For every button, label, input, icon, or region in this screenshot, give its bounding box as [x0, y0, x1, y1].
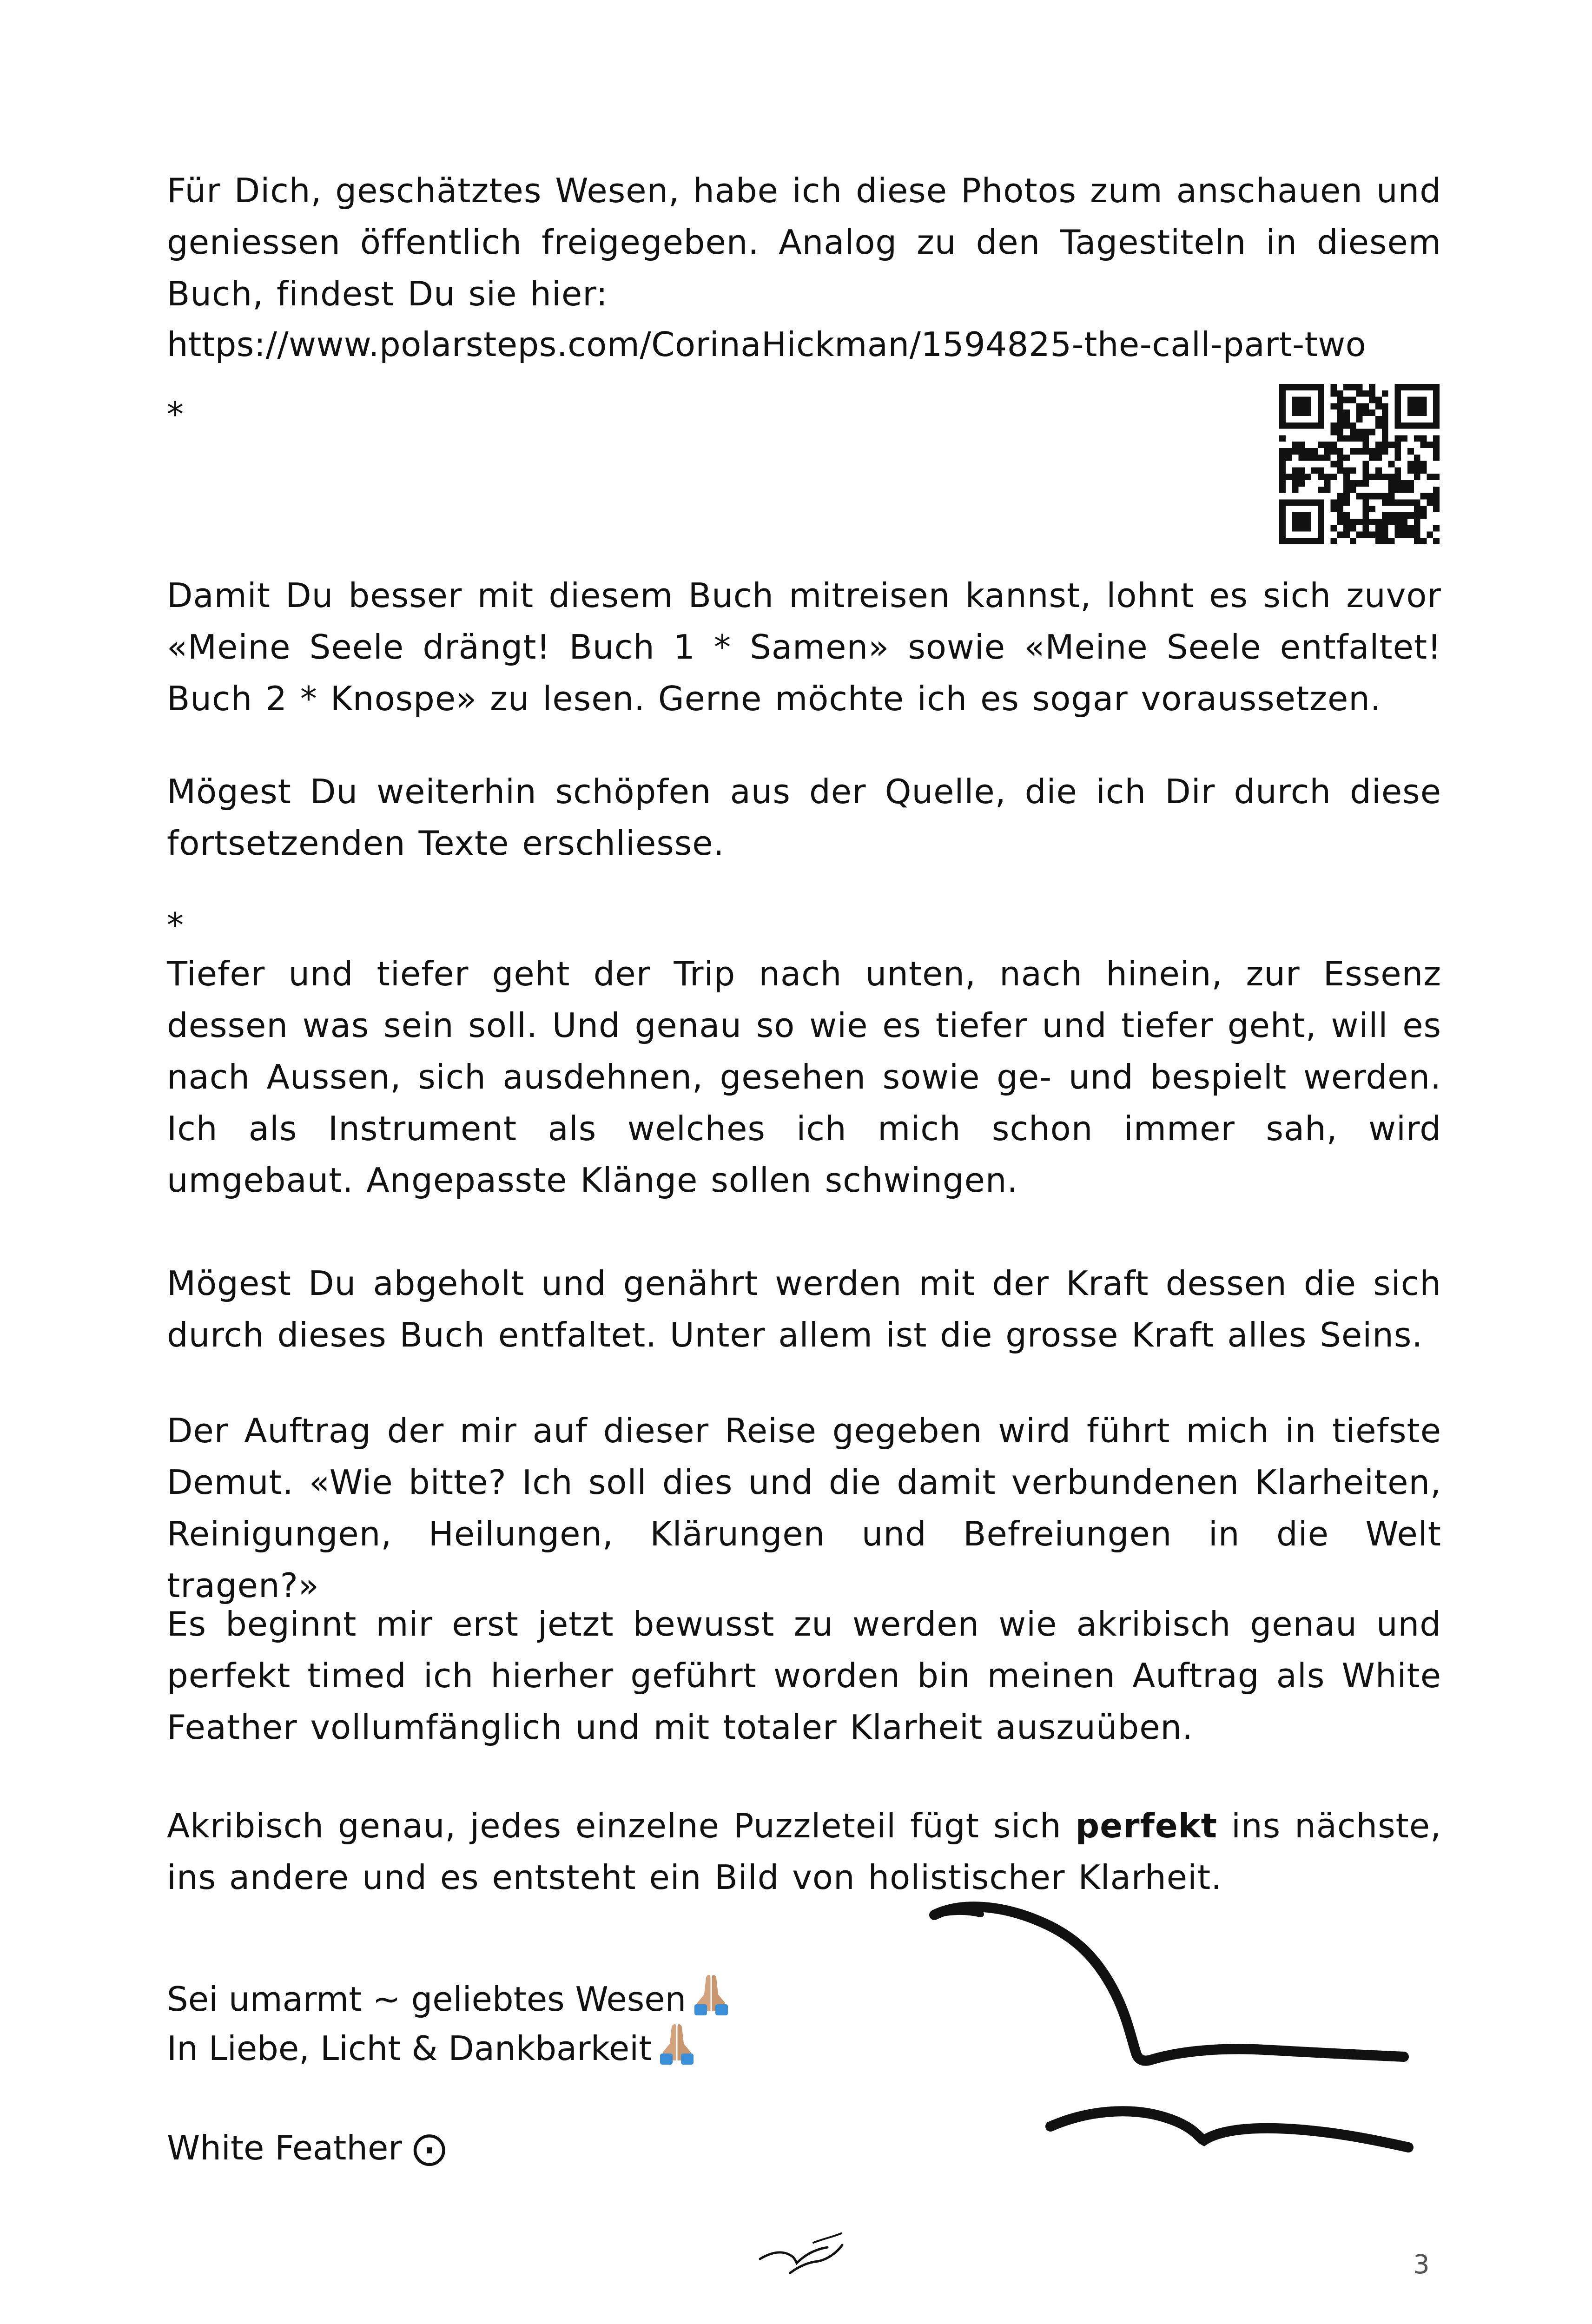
closing-blessing: In Liebe, Licht & Dankbarkeit — [167, 2029, 652, 2068]
separator-asterisk: * — [167, 395, 184, 434]
birds-illustration — [920, 1887, 1436, 2175]
intro-section — [167, 165, 1441, 320]
praying-hands-emoji-icon — [654, 2020, 699, 2065]
separator-asterisk-2: * — [167, 905, 184, 944]
paragraph-7-end: ins nächste, ins andere und es entsteht ein Bild von holistischer Klarheit. — [167, 1806, 1441, 1897]
paragraph-6: Es beginnt mir erst jetzt bewusst zu werden wie akribisch genau und perfekt timed ich hierher geführt worden bin meinen Auftrag als White Feather vollumfänglich und mit totaler Klarheit auszuüben. — [167, 1604, 1441, 1747]
birds-logo-icon — [758, 2229, 846, 2280]
closing-greeting: Sei umarmt ~ geliebtes Wesen — [167, 1980, 687, 2019]
closing-line-2 — [167, 2020, 699, 2073]
qr-code-icon — [1279, 384, 1440, 544]
paragraph-7-start: Akribisch genau, jedes einzelne Puzzleteil fügt sich — [167, 1806, 1076, 1845]
paragraph-1: Damit Du besser mit diesem Buch mitreisen kannst, lohnt es sich zuvor «Meine Seele drängt! Buch 1 * Samen» sowie «Meine Seele entfaltet! Buch 2 * Knospe» zu lesen. Gerne möchte ich es sogar voraussetzen. — [167, 576, 1441, 718]
praying-hands-emoji-icon — [689, 1971, 733, 2015]
paragraph-5: Der Auftrag der mir auf dieser Reise gegeben wird führt mich in tiefste Demut. «Wie bitte? Ich soll dies und die damit verbundenen Klarheiten, Reinigungen, Heilungen, Klärungen und Befreiungen in die Welt tragen?» — [167, 1411, 1441, 1605]
paragraph-6-block — [167, 1598, 1441, 1753]
paragraph-2-block — [167, 766, 1441, 869]
closing-line-1 — [167, 1971, 733, 2024]
paragraph-1-block — [167, 570, 1441, 725]
page-number: 3 — [1413, 2250, 1430, 2280]
paragraph-3: Tiefer und tiefer geht der Trip nach unten, nach hinein, zur Essenz dessen was sein soll. Und genau so wie es tiefer und tiefer geht, will es nach Aussen, sich ausdehnen, gesehen sowie ge- und bespielt werden. Ich als Instrument als welches ich mich schon immer sah, wird umgebaut. Angepasste Klänge sollen schwingen. — [167, 954, 1441, 1200]
signature: White Feather ⨀ — [167, 2128, 446, 2167]
paragraph-4: Mögest Du abgeholt und genährt werden mit der Kraft dessen die sich durch dieses Buch entfaltet. Unter allem ist die grosse Kraft alles Seins. — [167, 1264, 1441, 1354]
paragraph-3-block — [167, 948, 1441, 1206]
paragraph-2: Mögest Du weiterhin schöpfen aus der Quelle, die ich Dir durch diese fortsetzenden Texte erschliesse. — [167, 772, 1441, 863]
emphasis-perfekt: perfekt — [1075, 1806, 1218, 1845]
paragraph-4-block — [167, 1258, 1441, 1361]
polarsteps-link[interactable]: https://www.polarsteps.com/CorinaHickman/1594825-the-call-part-two — [167, 325, 1367, 364]
paragraph-5-block — [167, 1405, 1441, 1611]
intro-paragraph: Für Dich, geschätztes Wesen, habe ich diese Photos zum anschauen und geniessen öffentlich freigegeben. Analog zu den Tagestiteln in diesem Buch, findest Du sie hier: — [167, 171, 1441, 313]
